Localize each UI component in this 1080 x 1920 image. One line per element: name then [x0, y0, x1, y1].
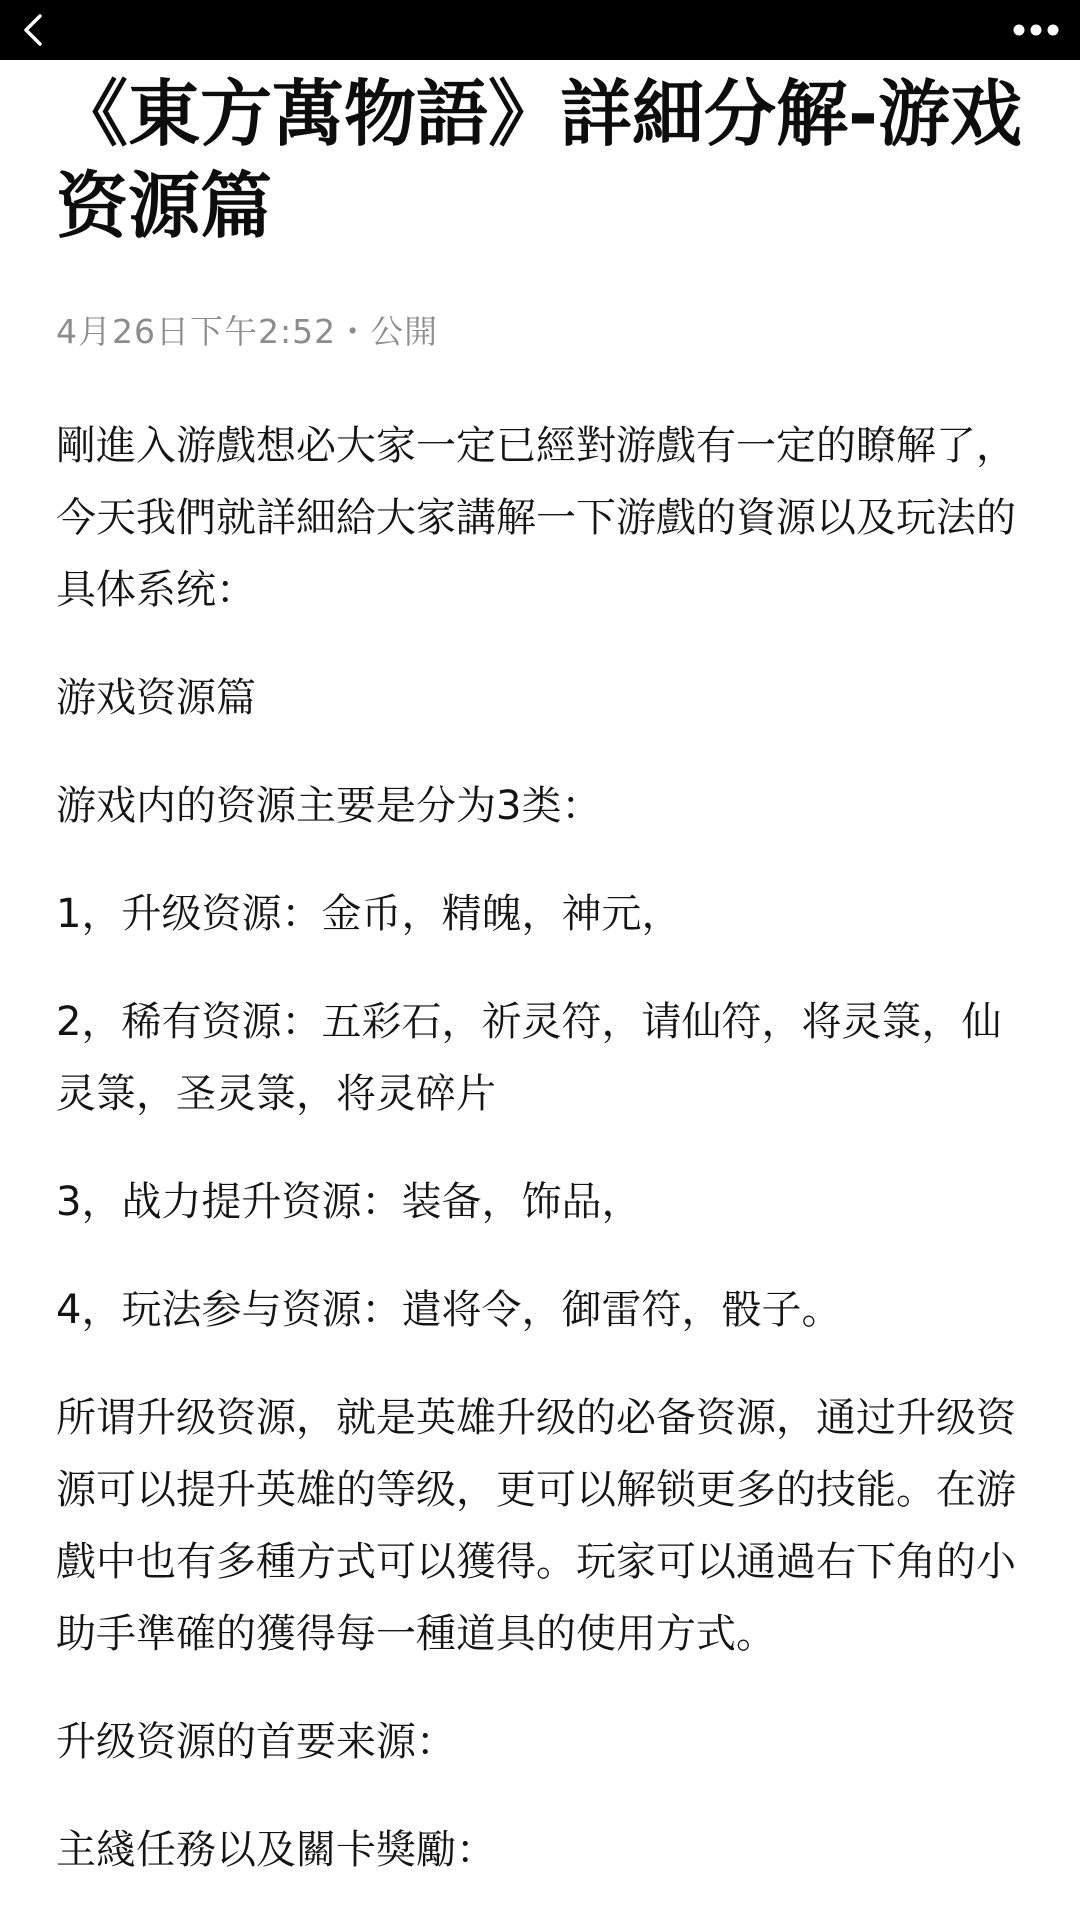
more-dots-icon: [1012, 23, 1060, 37]
back-button[interactable]: [12, 8, 56, 52]
list-item: 2，稀有资源：五彩石，祈灵符，请仙符，将灵箓，仙灵箓，圣灵箓，将灵碎片: [56, 999, 1002, 1117]
article-title: 《東方萬物語》詳細分解-游戏资源篇: [56, 72, 1022, 248]
top-nav-bar: [0, 0, 1080, 60]
article-paragraph: 游戏内的资源主要是分为3类：: [56, 783, 602, 829]
more-options-button[interactable]: [1006, 8, 1066, 52]
article-paragraph: 主綫任務以及關卡獎勵：: [56, 1827, 496, 1873]
section-heading: 游戏资源篇: [56, 675, 256, 721]
list-item: 1，升级资源：金币，精魄，神元，: [56, 891, 682, 937]
list-item: 4，玩法参与资源：遣将令，御雷符，骰子。: [56, 1287, 842, 1333]
post-meta: 4月26日下午2:52・公開: [56, 312, 439, 351]
article-paragraph: 升级资源的首要来源：: [56, 1719, 456, 1765]
article-content: [56, 60, 1026, 1886]
article-paragraph: 所谓升级资源，就是英雄升级的必备资源，通过升级资源可以提升英雄的等级，更可以解锁更多的技能。在游戲中也有多種方式可以獲得。玩家可以通過右下角的小助手準確的獲得每一種道具的使用方式。: [56, 1395, 1016, 1657]
list-item: 3，战力提升资源：装备，饰品，: [56, 1179, 642, 1225]
chevron-left-icon: [20, 12, 48, 48]
article-paragraph: 剛進入游戲想必大家一定已經對游戲有一定的瞭解了，今天我們就詳細給大家講解一下游戲的資源以及玩法的具体系统：: [56, 423, 1016, 613]
